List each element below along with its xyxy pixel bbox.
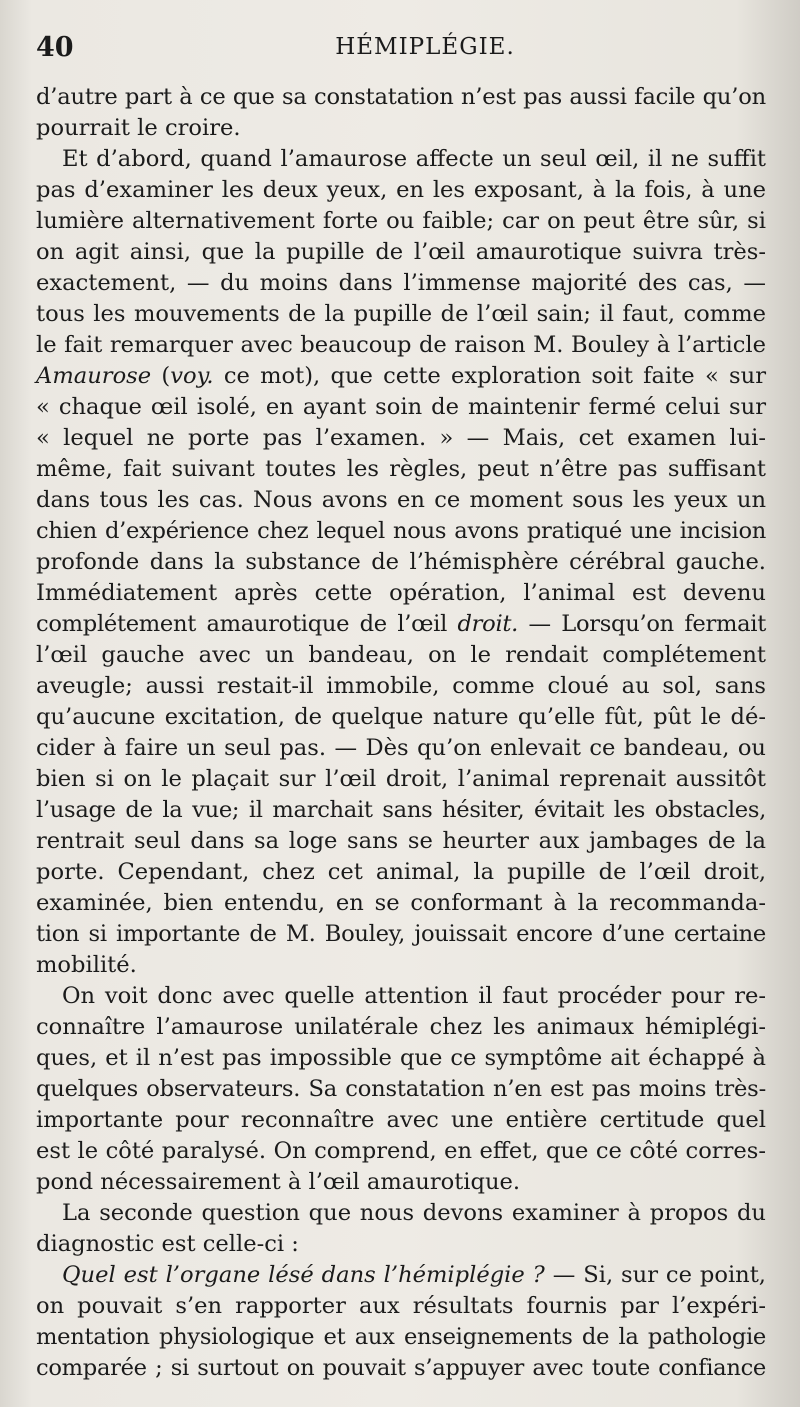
text-line: importante pour reconnaître avec une entière certitude quel [36,1107,766,1133]
text-line: connaître l’amaurose unilatérale chez les animaux hémiplégi- [36,1014,766,1040]
text-line: cider à faire un seul pas. — Dès qu’on enlevait ce bandeau, ou [36,735,766,761]
text-line: lumière alternativement forte ou faible; car on peut être sûr, si [36,208,766,234]
paragraph-start-line: Et d’abord, quand l’amaurose affecte un seul œil, il ne suffit [62,146,766,172]
body-text [36,82,766,1384]
text-line-with-italics: complétement amaurotique de l’œil droit. — Lorsqu’on fermait [36,611,766,637]
text-line: pourrait le croire. [36,115,241,141]
text-line: profonde dans la substance de l’hémisphère cérébral gauche. [36,549,766,575]
text-line: exactement, — du moins dans l’immense majorité des cas, — [36,270,766,296]
text-line: tous les mouvements de la pupille de l’œil sain; il faut, comme [36,301,766,327]
text-line: est le côté paralysé. On comprend, en effet, que ce côté corres- [36,1138,766,1164]
text-line: « lequel ne porte pas l’examen. » — Mais, cet examen lui- [36,425,766,451]
text-line: porte. Cependant, chez cet animal, la pupille de l’œil droit, [36,859,766,885]
text-line: même, fait suivant toutes les règles, peut n’être pas suffisant [36,456,766,482]
text-line: bien si on le plaçait sur l’œil droit, l’animal reprenait aussitôt [36,766,766,792]
text-line: dans tous les cas. Nous avons en ce moment sous les yeux un [36,487,766,513]
text-line: chien d’expérience chez lequel nous avons pratiqué une incision [36,518,766,544]
text-line: comparée ; si surtout on pouvait s’appuyer avec toute confiance [36,1355,766,1381]
running-head [36,32,764,66]
text-line: pond nécessairement à l’œil amaurotique. [36,1169,521,1195]
text-line-with-italics: Amaurose (voy. ce mot), que cette exploration soit faite « sur [36,363,766,389]
page-title: HÉMIPLÉGIE. [335,34,515,60]
text-line: mentation physiologique et aux enseignements de la pathologie [36,1324,766,1350]
text-line: on agit ainsi, que la pupille de l’œil amaurotique suivra très- [36,239,766,265]
text-line: l’usage de la vue; il marchait sans hésiter, évitait les obstacles, [36,797,766,823]
text-line: l’œil gauche avec un bandeau, on le rendait complétement [36,642,766,668]
text-line: ques, et il n’est pas impossible que ce symptôme ait échappé à [36,1045,766,1071]
page-number: 40 [36,32,74,63]
text-line: on pouvait s’en rapporter aux résultats fournis par l’expéri- [36,1293,766,1319]
text-line: « chaque œil isolé, en ayant soin de maintenir fermé celui sur [36,394,766,420]
text-line: d’autre part à ce que sa constatation n’est pas aussi facile qu’on [36,84,766,110]
text-line: quelques observateurs. Sa constatation n’en est pas moins très- [36,1076,766,1102]
text-line: aveugle; aussi restait-il immobile, comme cloué au sol, sans [36,673,766,699]
paragraph-start-line: On voit donc avec quelle attention il faut procéder pour re- [62,983,766,1009]
text-line: le fait remarquer avec beaucoup de raison M. Bouley à l’article [36,332,766,358]
text-line: qu’aucune excitation, de quelque nature qu’elle fût, pût le dé- [36,704,766,730]
text-line: examinée, bien entendu, en se conformant à la recommanda- [36,890,766,916]
text-line: pas d’examiner les deux yeux, en les exposant, à la fois, à une [36,177,766,203]
text-line-with-italics: Quel est l’organe lésé dans l’hémiplégie ? — Si, sur ce point, [62,1262,766,1288]
text-line: tion si importante de M. Bouley, jouissait encore d’une certaine [36,921,766,947]
text-line: diagnostic est celle-ci : [36,1231,299,1257]
paragraph-start-line: La seconde question que nous devons examiner à propos du [62,1200,766,1226]
text-line: Immédiatement après cette opération, l’animal est devenu [36,580,766,606]
text-line: rentrait seul dans sa loge sans se heurter aux jambages de la [36,828,766,854]
text-line: mobilité. [36,952,137,978]
